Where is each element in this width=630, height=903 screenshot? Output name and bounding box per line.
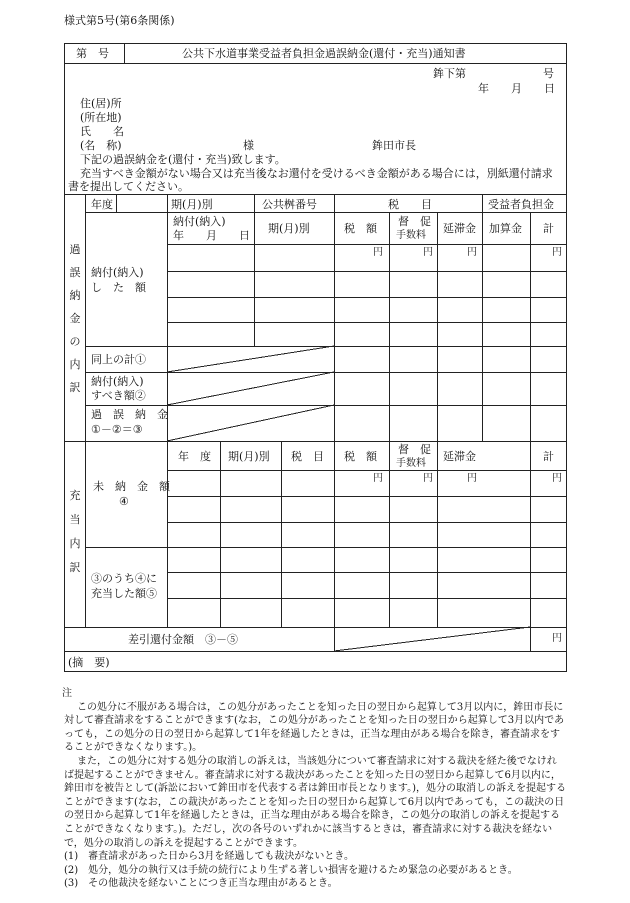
- dunning-fee-header: 督 促: [398, 443, 431, 456]
- tax-item-column-header: 税 目: [291, 450, 324, 463]
- form-title: 公共下水道事業受益者負担金過誤納金(還付・充当)通知書: [182, 47, 466, 60]
- yen-unit: 円: [552, 633, 562, 644]
- year-column-header: 年 度: [178, 450, 211, 463]
- tax-item-header: 税 目: [388, 198, 432, 211]
- yen-unit: 円: [423, 473, 433, 484]
- document-number: 鉾下第 号: [433, 67, 554, 80]
- unpaid-amount-marker: ④: [119, 495, 129, 508]
- subtotal-label: 同上の計①: [91, 353, 146, 366]
- address-label: 住(居)所: [80, 97, 122, 110]
- late-fee-header: 延滞金: [443, 450, 476, 463]
- legal-notes: [64, 687, 566, 891]
- applied-amount-label-2: 充当した額⑤: [91, 587, 157, 600]
- notes-item-2: (2) 処分，処分の執行又は手続の続行により生ずる著しい損害を避けるため緊急の必要があるとき。: [64, 864, 518, 876]
- yen-unit: 円: [552, 247, 562, 258]
- yen-unit: 円: [552, 473, 562, 484]
- yen-unit: 円: [467, 473, 477, 484]
- notice-text: 下記の過誤納金を(還付・充当)致します。: [80, 153, 286, 166]
- refund-section-label: 過誤納金の内訳: [69, 243, 81, 394]
- tax-amount-header: 税 額: [344, 222, 377, 235]
- paid-amount-label: 納付(納入): [91, 266, 144, 279]
- account-number-header: 公共桝番号: [262, 198, 317, 211]
- period-column-header: 期(月)別: [228, 450, 270, 463]
- notes-item-1: (1) 審査請求があった日から3月を経過しても裁決がないとき。: [64, 851, 355, 863]
- due-amount-label: 納付(納入): [91, 375, 144, 388]
- late-fee-header: 延滞金: [443, 222, 476, 235]
- notes-paragraph-2: また，この処分に対する処分の取消しの訴えは，当該処分について審査請求に対する裁決を経た後でなければ提起することができません。審査請求に対する裁決があったことを知った日の翌日から起算して6月以内に，鉾田市を被告として(訴訟において鉾田市を代表する者は鉾田市長となります。)，処分の取消しの訴えを提起することができます(なお，この裁決があったことを知った日の翌日から起算して6月以内であっても，この裁決の日の翌日から起算して1年を経過したときは，正当な理由がある場合を除き，この処分の取消しの訴えを提起することができなくなります。)。ただし，次の各号のいずれかに該当するときは，審査請求に対する裁決を経ないで，処分の取消しの訴えを提起することができます。: [64, 755, 567, 849]
- number-label: 第 号: [76, 47, 109, 60]
- form-number: 様式第5号(第6条関係): [64, 14, 175, 27]
- notes-paragraph-1: この処分に不服がある場合は，この処分があったことを知った日の翌日から起算して3月以内に，鉾田市長に対して審査請求をすることができます(なお，この処分があったことを知った日の翌日から起算して3月以内であっても，この処分の日の翌日から起算して1年を経過したときは，正当な理由がある場合を除き，審査請求をすることができなくなります。)。: [64, 701, 565, 754]
- dunning-fee-header: 督 促: [398, 215, 431, 228]
- overpaid-formula: ①－②＝③: [91, 423, 143, 436]
- yen-unit: 円: [373, 247, 383, 258]
- tax-amount-header: 税 額: [344, 450, 377, 463]
- appropriation-section-label: 充当内訳: [69, 489, 81, 574]
- tax-item-value: 受益者負担金: [488, 198, 554, 211]
- payment-date-header: 納付(納入): [173, 215, 226, 228]
- surcharge-header: 加算金: [489, 222, 522, 235]
- net-refund-label: 差引還付金額 ③－⑤: [128, 633, 238, 646]
- honorific: 様: [243, 139, 254, 152]
- summary-label: (摘 要): [68, 656, 110, 669]
- mayor-name: 鉾田市長: [372, 139, 416, 152]
- total-header: 計: [543, 450, 554, 463]
- dunning-fee-subheader: 手数料: [396, 458, 426, 469]
- year-header: 年度: [91, 198, 113, 211]
- due-amount-label-2: すべき額②: [91, 389, 146, 402]
- applied-amount-label: ③のうち④に: [91, 572, 157, 585]
- corp-name-label: (名 称): [80, 139, 122, 152]
- paid-amount-label-2: し た 額: [91, 281, 146, 294]
- overpaid-label: 過 誤 納 金: [91, 408, 168, 421]
- yen-unit: 円: [467, 247, 477, 258]
- notes-heading: 注: [62, 688, 72, 699]
- dunning-fee-subheader: 手数料: [396, 230, 426, 241]
- yen-unit: 円: [423, 247, 433, 258]
- period-column-header: 期(月)別: [268, 222, 310, 235]
- unpaid-amount-label: 未 納 金 額: [93, 480, 170, 493]
- name-label: 氏 名: [80, 125, 124, 138]
- issue-date: 年 月 日: [478, 82, 555, 95]
- total-header: 計: [543, 222, 554, 235]
- period-header: 期(月)別: [171, 198, 213, 211]
- payment-date-subheader: 年 月 日: [173, 229, 250, 242]
- notice-instruction: 充当すべき金額がない場合又は充当後なお還付を受けるべき金額がある場合には，別紙還付請求書を提出してください。: [68, 167, 553, 193]
- notes-item-3: (3) その他裁決を経ないことにつき正当な理由があるとき。: [64, 878, 338, 890]
- location-label: (所在地): [80, 111, 122, 124]
- yen-unit: 円: [373, 473, 383, 484]
